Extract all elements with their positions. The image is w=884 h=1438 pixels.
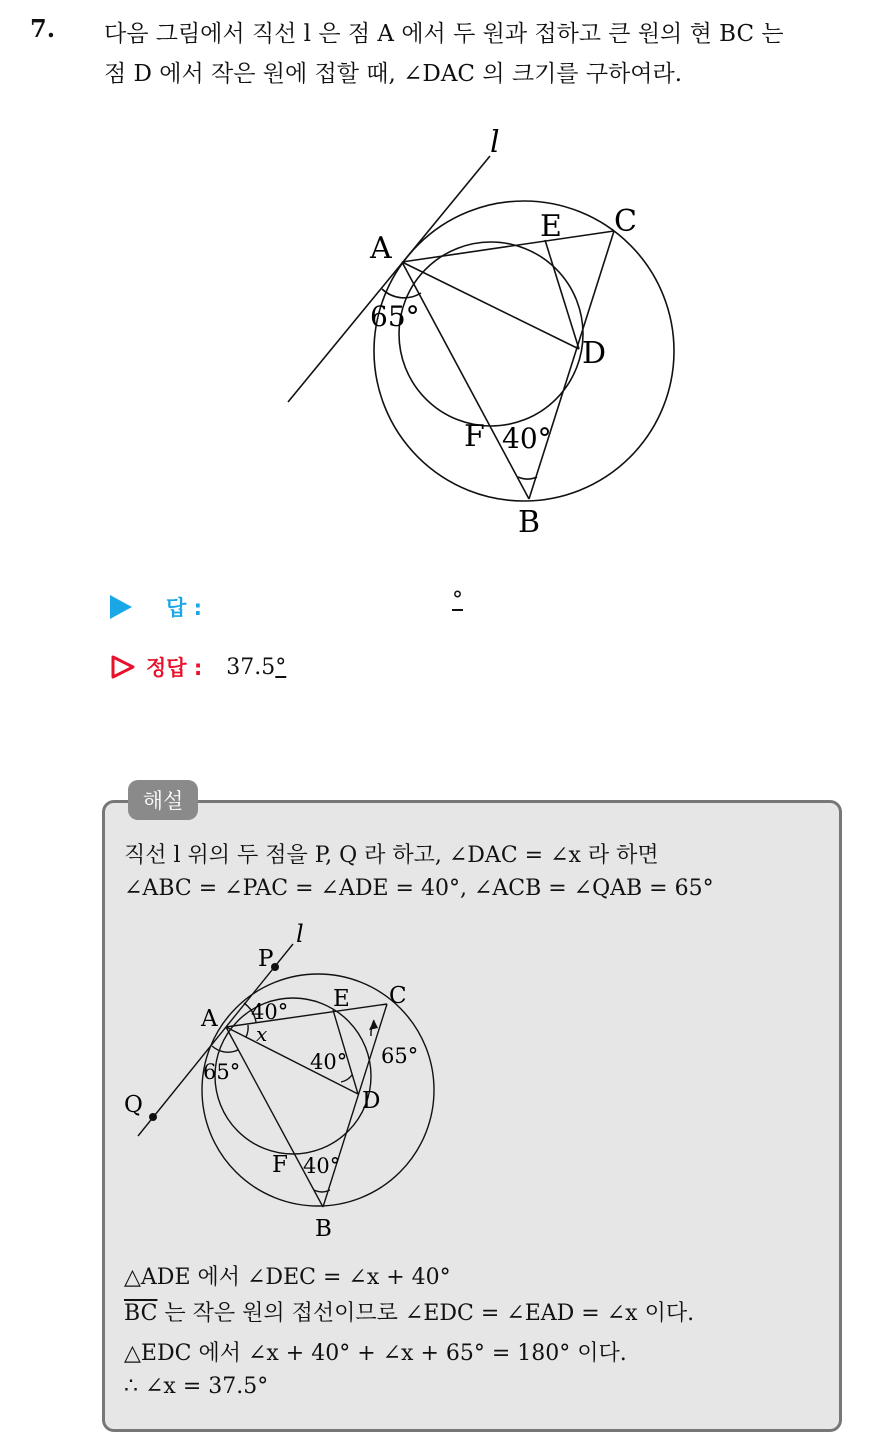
solution-line-2: ∠ABC = ∠PAC = ∠ADE = 40°, ∠ACB = ∠QAB = 65° <box>124 876 714 901</box>
label-A: A <box>370 231 392 266</box>
label-E: E <box>540 209 562 244</box>
angle-x-label: x <box>256 1022 268 1046</box>
label-C: C <box>614 204 637 239</box>
label-E-2: E <box>333 986 350 1012</box>
arrowhead-icon <box>369 1020 378 1030</box>
answer-blank-unit[interactable]: ° <box>452 588 463 613</box>
angle-arc-ADE <box>341 1075 352 1082</box>
solution-line-3: △ADE 에서 ∠DEC = ∠x + 40° <box>124 1265 451 1290</box>
segment-AB-2 <box>226 1027 323 1207</box>
label-D: D <box>582 336 607 371</box>
label-l-2: l <box>296 920 304 948</box>
solution-line-6: ∴ ∠x = 37.5° <box>124 1374 269 1399</box>
question-line-2: 점 D 에서 작은 원에 접할 때, ∠DAC 의 크기를 구하여라. <box>104 61 683 87</box>
correct-answer-label: 정답 : <box>146 656 203 680</box>
solution-line-4 <box>124 1296 694 1327</box>
solution-line-4-rest: 는 작은 원의 접선이므로 ∠EDC = ∠EAD = ∠x 이다. <box>157 1301 695 1326</box>
angle-40-at-B: 40° <box>303 1154 341 1178</box>
question-line-1: 다음 그림에서 직선 l 은 점 A 에서 두 원과 접하고 큰 원의 현 BC 는 <box>104 21 784 47</box>
label-F: F <box>464 419 485 454</box>
angle-40-at-A: 40° <box>251 1000 289 1024</box>
label-A-2: A <box>201 1006 218 1032</box>
correct-value-unit: ° <box>275 654 287 680</box>
label-B: B <box>518 505 541 540</box>
label-l: l <box>490 125 500 160</box>
angle-65-at-A: 65° <box>203 1060 241 1084</box>
solution-line-5: △EDC 에서 ∠x + 40° + ∠x + 65° = 180° 이다. <box>124 1341 627 1366</box>
label-F-2: F <box>272 1152 288 1178</box>
angle-arc-x <box>246 1025 248 1037</box>
label-Q: Q <box>124 1092 143 1118</box>
solution-tag: 해설 <box>128 780 198 820</box>
correct-value-number: 37.5 <box>226 654 276 680</box>
label-P: P <box>258 946 274 972</box>
angle-arc-ABC <box>314 1190 330 1192</box>
angle-arc-QAB <box>212 1046 238 1052</box>
label-C-2: C <box>389 983 407 1009</box>
angle-65-at-C: 65° <box>381 1044 419 1068</box>
point-Q-dot <box>149 1113 157 1121</box>
solution-line-1: 직선 l 위의 두 점을 P, Q 라 하고, ∠DAC = ∠x 라 하면 <box>124 843 659 868</box>
question-number: 7. <box>30 14 56 43</box>
label-D-2: D <box>362 1088 381 1114</box>
angle-65-label: 65° <box>370 300 420 333</box>
label-B-2: B <box>315 1216 332 1242</box>
answer-label: 답 : <box>166 596 202 620</box>
segment-BC-overline: $\overline{BC}$ <box>124 1301 158 1326</box>
angle-40-at-D: 40° <box>310 1050 348 1074</box>
angle-40-label: 40° <box>502 422 552 455</box>
